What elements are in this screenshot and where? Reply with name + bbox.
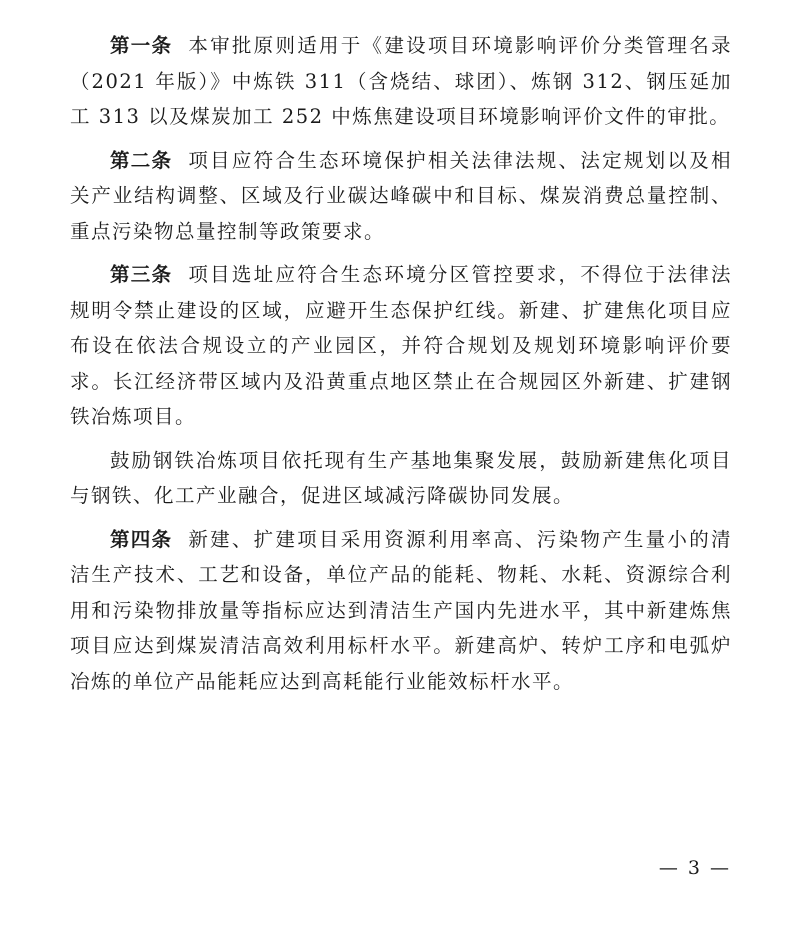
article-number: 第三条 bbox=[110, 263, 173, 286]
paragraph-article-2 bbox=[70, 143, 732, 250]
paragraph-article-3 bbox=[70, 257, 732, 435]
document-page bbox=[70, 28, 732, 707]
page-number: — 3 — bbox=[658, 857, 731, 879]
paragraph-text: 项目应符合生态环境保护相关法律法规、法定规划以及相关产业结构调整、区域及行业碳达峰碳中和目标、煤炭消费总量控制、重点污染物总量控制等政策要求。 bbox=[70, 148, 732, 243]
paragraph-text: 项目选址应符合生态环境分区管控要求，不得位于法律法规明令禁止建设的区域，应避开生态保护红线。新建、扩建焦化项目应布设在依法合规设立的产业园区，并符合规划及规划环境影响评价要求。长江经济带区域内及沿黄重点地区禁止在合规园区外新建、扩建钢铁冶炼项目。 bbox=[70, 263, 732, 428]
paragraph-text: 鼓励钢铁冶炼项目依托现有生产基地集聚发展，鼓励新建焦化项目与钢铁、化工产业融合，促进区域减污降碳协同发展。 bbox=[70, 448, 732, 507]
article-number: 第二条 bbox=[110, 148, 173, 172]
paragraph-article-1 bbox=[70, 28, 732, 135]
paragraph-article-4 bbox=[70, 522, 732, 700]
paragraph-text: 本审批原则适用于《建设项目环境影响评价分类管理名录（2021 年版）》中炼铁 311（含烧结、球团）、炼钢 312、钢压延加工 313 以及煤炭加工 252 中炼焦建设项目环境影响评价文件的审批。 bbox=[70, 34, 732, 128]
paragraph-text: 新建、扩建项目采用资源利用率高、污染物产生量小的清洁生产技术、工艺和设备，单位产品的能耗、物耗、水耗、资源综合利用和污染物排放量等指标应达到清洁生产国内先进水平，其中新建炼焦项目应达到煤炭清洁高效利用标杆水平。新建高炉、转炉工序和电弧炉冶炼的单位产品能耗应达到高耗能行业能效标杆水平。 bbox=[70, 527, 732, 693]
article-number: 第一条 bbox=[110, 34, 173, 57]
paragraph-article-3-supplement bbox=[70, 443, 732, 514]
article-number: 第四条 bbox=[110, 527, 173, 551]
